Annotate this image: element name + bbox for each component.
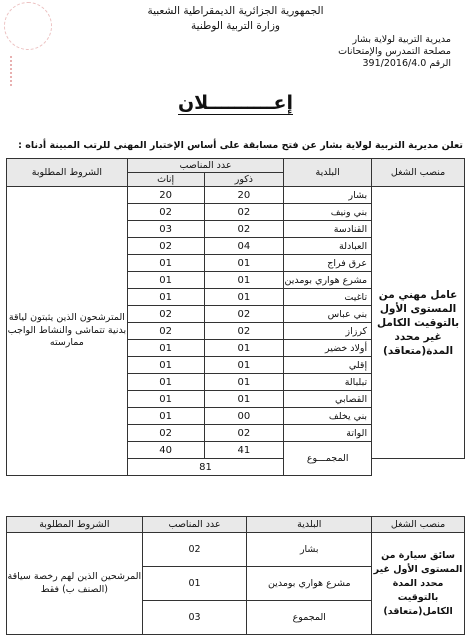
female-cell: 02 [127,238,204,255]
male-cell: 01 [204,357,284,374]
male-cell: 02 [204,306,284,323]
male-cell: 01 [204,374,284,391]
female-cell: 01 [127,374,204,391]
male-cell: 04 [204,238,284,255]
female-cell: 20 [127,187,204,204]
reference-line [363,58,452,70]
male-cell: 20 [204,187,284,204]
total-count: 03 [142,601,247,635]
total-label: المجموع [247,601,372,635]
female-cell: 01 [127,340,204,357]
conditions-cell: المترشحون الذين يثبتون لياقة بدنية تتماشى والنشاط الواجب ممارسته [7,187,128,476]
female-cell: 01 [127,357,204,374]
post-cell: سائق سيارة من المستوى الأول غير محدد المدة بالتوقيت الكامل(متعاقد) [372,533,465,635]
total-female: 40 [127,442,204,459]
female-cell: 01 [127,255,204,272]
female-cell: 03 [127,221,204,238]
blank-cell [372,459,465,476]
conditions-cell: المرشحين الذين لهم رخصة سياقة (الصنف ب) فقط [7,533,143,635]
intro-text: تعلن مديرية التربية لولاية بشار عن فتح مسابقة على أساس الإختبار المهني للرتب المبينة أدناه : [18,140,463,151]
male-cell: 01 [204,391,284,408]
male-cell: 02 [204,425,284,442]
announcement-title [0,92,471,114]
female-cell: 02 [127,323,204,340]
header-conditions: الشروط المطلوبة [7,159,128,187]
reference-text: الرقم 391/2016/4.0 [362,58,451,69]
commune-cell: بشار [247,533,372,567]
commune-cell: القصابي [284,391,372,408]
commune-cell: بني ونيف [284,204,372,221]
female-cell: 02 [127,204,204,221]
commune-cell: القنادسة [284,221,372,238]
header-positions: عدد المناصب [127,159,284,173]
commune-cell: مشرع هواري بومدين [247,567,372,601]
commune-cell: مشرع هواري بومدين [284,272,372,289]
directorate-line: مديرية التربية لولاية بشار [352,34,451,45]
commune-cell: عرق فراج [284,255,372,272]
commune-cell: بني عباس [284,306,372,323]
commune-cell: الواتة [284,425,372,442]
count-cell: 01 [142,567,247,601]
post-cell: عامل مهني من المستوى الأول بالتوقيت الكامل غير محدد المدة(متعاقد) [372,187,465,459]
header-female: إناث [127,173,204,187]
male-cell: 02 [204,221,284,238]
header-commune: البلدية [284,159,372,187]
commune-cell: بني يخلف [284,408,372,425]
header-commune: البلدية [247,517,372,533]
commune-cell: تبلبالة [284,374,372,391]
positions-table-drivers [6,516,465,635]
header-post: منصب الشغل [372,159,465,187]
header-male: ذكور [204,173,284,187]
female-cell: 02 [127,306,204,323]
male-cell: 01 [204,340,284,357]
ministry-header: وزارة التربية الوطنية [191,20,280,32]
male-cell: 01 [204,255,284,272]
male-cell: 02 [204,204,284,221]
count-cell: 02 [142,533,247,567]
male-cell: 01 [204,289,284,306]
male-cell: 00 [204,408,284,425]
title-text: إعــــــــــلان [177,92,294,114]
commune-cell: كرزاز [284,323,372,340]
header-conditions: الشروط المطلوبة [7,517,143,533]
commune-cell: بشار [284,187,372,204]
grand-total: 81 [127,459,284,476]
female-cell: 01 [127,289,204,306]
republic-header: الجمهورية الجزائرية الديمقراطية الشعبية [147,5,324,17]
stamp-mark [10,56,32,86]
male-cell: 02 [204,323,284,340]
header-post: منصب الشغل [372,517,465,533]
header-positions: عدد المناصب [142,517,247,533]
commune-cell: العبادلة [284,238,372,255]
total-label: المجمـــوع [284,442,372,476]
commune-cell: أولاد خضير [284,340,372,357]
female-cell: 01 [127,408,204,425]
female-cell: 01 [127,272,204,289]
commune-cell: تاغيت [284,289,372,306]
total-male: 41 [204,442,284,459]
male-cell: 01 [204,272,284,289]
female-cell: 02 [127,425,204,442]
service-line: مصلحة التمدرس والإمتحانات [338,46,451,57]
positions-table-workers [6,158,465,476]
commune-cell: إقلي [284,357,372,374]
female-cell: 01 [127,391,204,408]
